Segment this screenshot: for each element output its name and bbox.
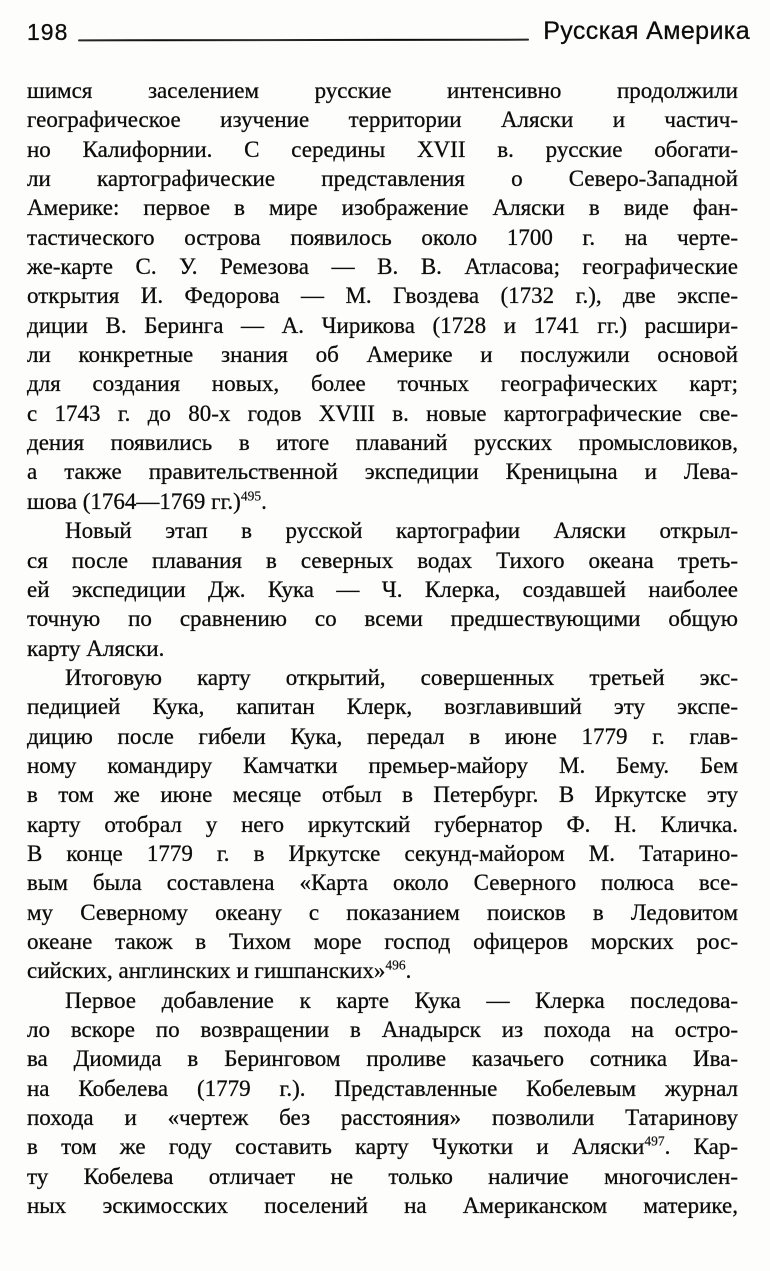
text-line: а также правительственной экспедиции Креницына и Лева- — [27, 459, 738, 485]
text-line: в том же июне месяце отбыл в Петербург. В Иркутске эту — [27, 782, 738, 808]
text-line: тастического острова появилось около 1700 г. на черте- — [27, 224, 738, 250]
text-line: открытия И. Федорова — М. Гвоздева (1732 г.), две экспе- — [27, 283, 738, 309]
text-line: педицией Кука, капитан Клерк, возглавивший эту экспе- — [27, 694, 738, 720]
paragraph — [27, 663, 738, 986]
text-line: ных эскимосских поселений на Американском материке, — [27, 1193, 738, 1219]
footnote-ref: 496 — [385, 957, 406, 973]
text-line: Новый этап в русской картографии Аляски открыл- — [65, 518, 738, 544]
text-line: географическое изучение территории Аляски и частич- — [27, 107, 738, 133]
text-line: Итоговую карту открытий, совершенных третьей экс- — [65, 664, 738, 690]
page-header — [27, 18, 750, 45]
text-line: дицию после гибели Кука, передал в июне 1779 г. глав- — [27, 723, 738, 749]
paragraph — [27, 516, 738, 663]
text-line: сийских, англинских и гишпанских»$^{496}$. — [27, 957, 412, 984]
footnote-ref: 497 — [644, 1133, 665, 1149]
text-line: В конце 1779 г. в Иркутске секунд-майором М. Татарино- — [27, 840, 738, 866]
text-line: ся после плавания в северных водах Тихого океана треть- — [27, 547, 738, 573]
text-line: океане також в Тихом море господ офицеров морских рос- — [27, 928, 738, 954]
text-line: точную по сравнению со всеми предшествующими общую — [27, 606, 738, 632]
text-line: ли картографические представления о Северо-Западной — [27, 166, 738, 192]
text-line: ному командиру Камчатки премьер-майору М. Бему. Бем — [27, 752, 738, 778]
text-line: же-карте С. У. Ремезова — В. В. Атласова; географические — [27, 254, 738, 280]
body-text — [27, 76, 738, 1220]
page-number: 198 — [27, 19, 69, 45]
text-line: в том же году составить карту Чукотки и Аляски$^{497}$. Кар- — [27, 1133, 739, 1160]
footnote-ref: 495 — [240, 488, 262, 504]
text-line: ло вскоре по возвращении в Анадырск из похода на остро- — [27, 1017, 738, 1042]
text-line: для создания новых, более точных географических карт; — [27, 371, 738, 397]
text-line: карту отобрал у него иркутский губернатор Ф. Н. Кличка. — [27, 811, 738, 837]
text-line: вым была составлена «Карта около Северного полюса все- — [27, 870, 738, 896]
text-line: с 1743 г. до 80-х годов XVIII в. новые картографические све- — [27, 400, 738, 426]
text-line: ва Диомида в Беринговом проливе казачьего сотника Ива- — [27, 1046, 738, 1072]
text-line: Америке: первое в мире изображение Аляски в виде фан- — [27, 195, 738, 221]
header-rule — [78, 38, 529, 41]
text-line: ей экспедиции Дж. Кука — Ч. Клерка, создавшей наиболее — [27, 576, 738, 602]
text-line: диции В. Беринга — А. Чирикова (1728 и 1741 гг.) расшири- — [27, 312, 738, 338]
running-title: Русская Америка — [543, 17, 750, 45]
text-line: ту Кобелева отличает не только наличие многочислен- — [27, 1163, 738, 1189]
paragraph — [27, 76, 738, 516]
text-line: шова (1764—1769 гг.)$^{495}$. — [27, 488, 267, 514]
text-line: му Северному океану с показанием поисков в Ледовитом — [27, 899, 738, 925]
text-line: Первое добавление к карте Кука — Клерка последова- — [65, 987, 738, 1013]
text-line: ли конкретные знания об Америке и послужили основой — [27, 342, 738, 368]
text-line: шимся заселением русские интенсивно продолжили — [27, 78, 738, 103]
text-line: карту Аляски. — [27, 635, 165, 661]
paragraph — [27, 986, 738, 1221]
text-line: похода и «чертеж без расстояния» позволили Татаринову — [27, 1105, 738, 1131]
text-line: дения появились в итоге плаваний русских промысловиков, — [27, 430, 738, 456]
text-line: но Калифорнии. С середины XVII в. русские обогати- — [27, 136, 738, 162]
text-line: на Кобелева (1779 г.). Представленные Кобелевым журнал — [27, 1075, 738, 1101]
